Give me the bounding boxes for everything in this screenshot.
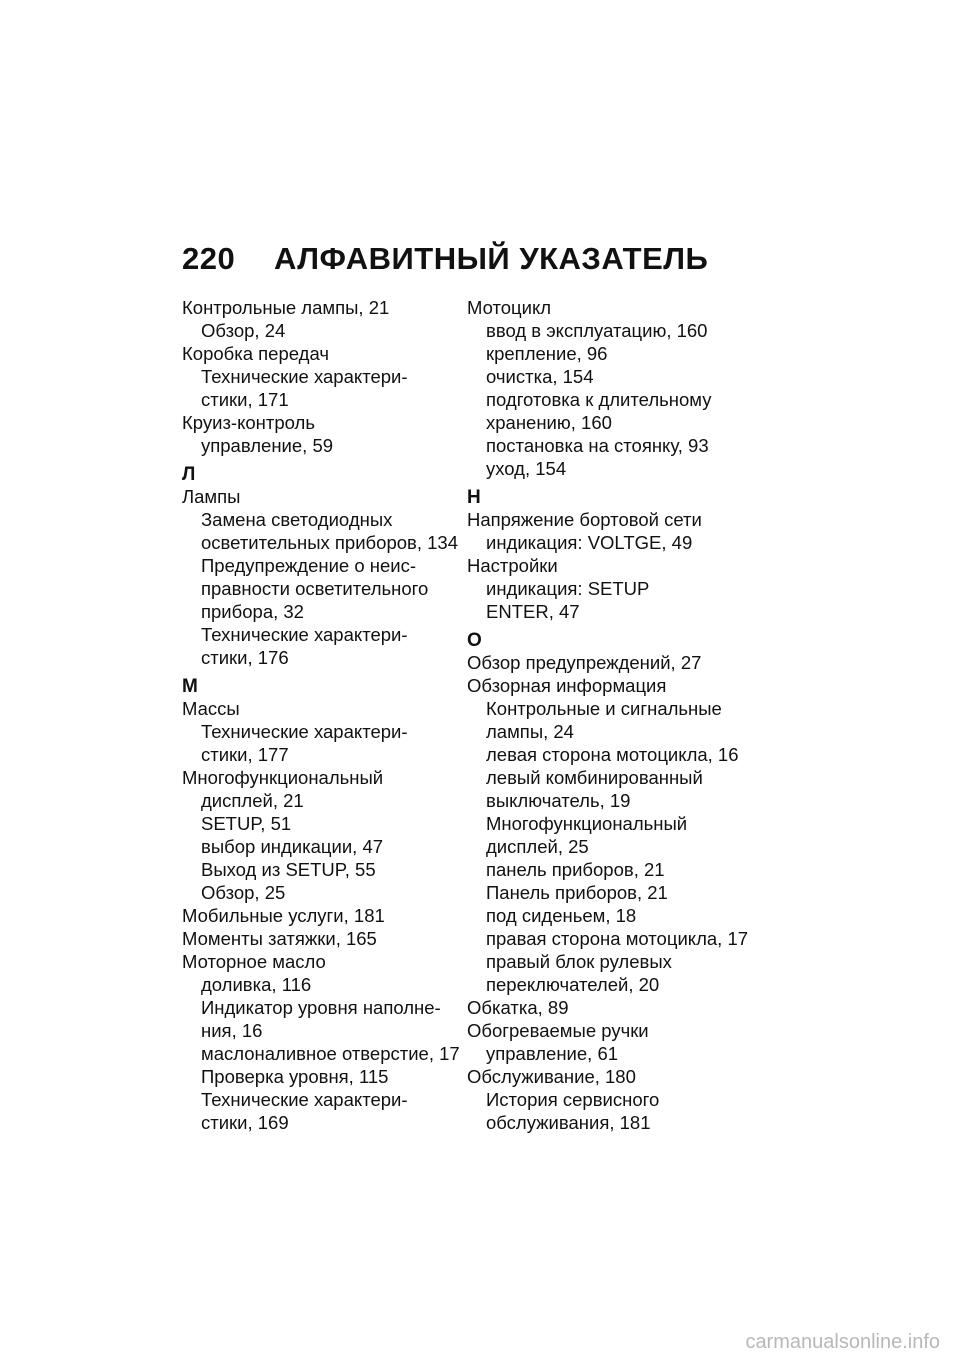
index-entry: Настройки <box>467 555 558 576</box>
index-entry: Напряжение бортовой сети <box>467 509 702 530</box>
index-subentry: дисплей, 21 <box>201 790 304 811</box>
page-header <box>182 241 708 277</box>
index-subentry: индикация: VOLTGE, 49 <box>486 532 693 553</box>
page-title: АЛФАВИТНЫЙ УКАЗАТЕЛЬ <box>274 241 709 276</box>
index-subentry: Контрольные и сигнальные <box>486 698 722 719</box>
index-entry: Массы <box>182 698 240 719</box>
index-subentry: подготовка к длительному <box>486 389 712 410</box>
index-subentry: управление, 59 <box>201 435 334 456</box>
index-subentry: стики, 171 <box>201 389 289 410</box>
index-subentry: стики, 177 <box>201 744 289 765</box>
index-letter-heading: О <box>467 630 482 651</box>
index-subentry: Технические характери- <box>201 624 408 645</box>
index-entry: Моторное масло <box>182 951 326 972</box>
index-subentry: индикация: SETUP <box>486 578 650 599</box>
index-subentry: ввод в эксплуатацию, 160 <box>486 320 708 341</box>
page-number: 220 <box>182 241 236 276</box>
index-subentry: правый блок рулевых <box>486 951 672 972</box>
index-subentry: Технические характери- <box>201 366 408 387</box>
index-subentry: доливка, 116 <box>201 974 312 995</box>
index-entry: Обогреваемые ручки <box>467 1020 649 1041</box>
index-subentry: Технические характери- <box>201 1089 408 1110</box>
index-subentry: правая сторона мотоцикла, 17 <box>486 928 749 949</box>
index-letter-heading: Н <box>467 487 481 508</box>
index-subentry: уход, 154 <box>486 458 567 479</box>
index-subentry: выключатель, 19 <box>486 790 631 811</box>
index-entry: Мобильные услуги, 181 <box>182 905 385 926</box>
index-subentry: Индикатор уровня наполне- <box>201 997 441 1018</box>
index-column-left <box>182 296 482 1134</box>
index-subentry: История сервисного <box>486 1089 660 1110</box>
index-entry: Обзорная информация <box>467 675 667 696</box>
index-subentry: левая сторона мотоцикла, 16 <box>486 744 739 765</box>
index-subentry: Технические характери- <box>201 721 408 742</box>
index-entry: Коробка передач <box>182 343 329 364</box>
index-letter-heading: Л <box>182 464 196 485</box>
index-column-right <box>467 296 757 1134</box>
index-entry: Контрольные лампы, 21 <box>182 297 390 318</box>
index-subentry: Замена светодиодных <box>201 509 393 530</box>
index-entry: Многофункциональный <box>182 767 384 788</box>
index-letter-heading: М <box>182 676 198 697</box>
index-subentry: выбор индикации, 47 <box>201 836 384 857</box>
index-subentry: управление, 61 <box>486 1043 619 1064</box>
index-subentry: лампы, 24 <box>486 721 574 742</box>
index-subentry: ния, 16 <box>201 1020 263 1041</box>
index-subentry: Проверка уровня, 115 <box>201 1066 389 1087</box>
index-subentry: Выход из SETUP, 55 <box>201 859 376 880</box>
index-entry: Обкатка, 89 <box>467 997 569 1018</box>
index-subentry: Обзор, 25 <box>201 882 286 903</box>
index-subentry: стики, 169 <box>201 1112 289 1133</box>
index-subentry: под сиденьем, 18 <box>486 905 637 926</box>
index-entry: Моменты затяжки, 165 <box>182 928 377 949</box>
index-subentry: осветительных приборов, 134 <box>201 532 458 553</box>
index-entry: Обзор предупреждений, 27 <box>467 652 702 673</box>
index-subentry: стики, 176 <box>201 647 289 668</box>
index-subentry: SETUP, 51 <box>201 813 292 834</box>
index-entry: Обслуживание, 180 <box>467 1066 636 1087</box>
index-subentry: Предупреждение о неис- <box>201 555 417 576</box>
index-subentry: дисплей, 25 <box>486 836 589 857</box>
index-subentry: Панель приборов, 21 <box>486 882 668 903</box>
index-entry: Лампы <box>182 486 241 507</box>
index-subentry: крепление, 96 <box>486 343 608 364</box>
index-subentry: ENTER, 47 <box>486 601 580 622</box>
index-subentry: очистка, 154 <box>486 366 594 387</box>
index-subentry: постановка на стоянку, 93 <box>486 435 709 456</box>
index-subentry: прибора, 32 <box>201 601 304 622</box>
index-subentry: левый комбинированный <box>486 767 703 788</box>
index-subentry: обслуживания, 181 <box>486 1112 651 1133</box>
watermark: carmanualsonline.info <box>745 1331 940 1353</box>
index-entry: Мотоцикл <box>467 297 552 318</box>
index-entry: Круиз-контроль <box>182 412 315 433</box>
index-subentry: Многофункциональный <box>486 813 688 834</box>
index-subentry: хранению, 160 <box>486 412 612 433</box>
index-subentry: переключателей, 20 <box>486 974 660 995</box>
index-subentry: правности осветительного <box>201 578 429 599</box>
index-subentry: панель приборов, 21 <box>486 859 665 880</box>
index-subentry: маслоналивное отверстие, 17 <box>201 1043 460 1064</box>
index-subentry: Обзор, 24 <box>201 320 286 341</box>
